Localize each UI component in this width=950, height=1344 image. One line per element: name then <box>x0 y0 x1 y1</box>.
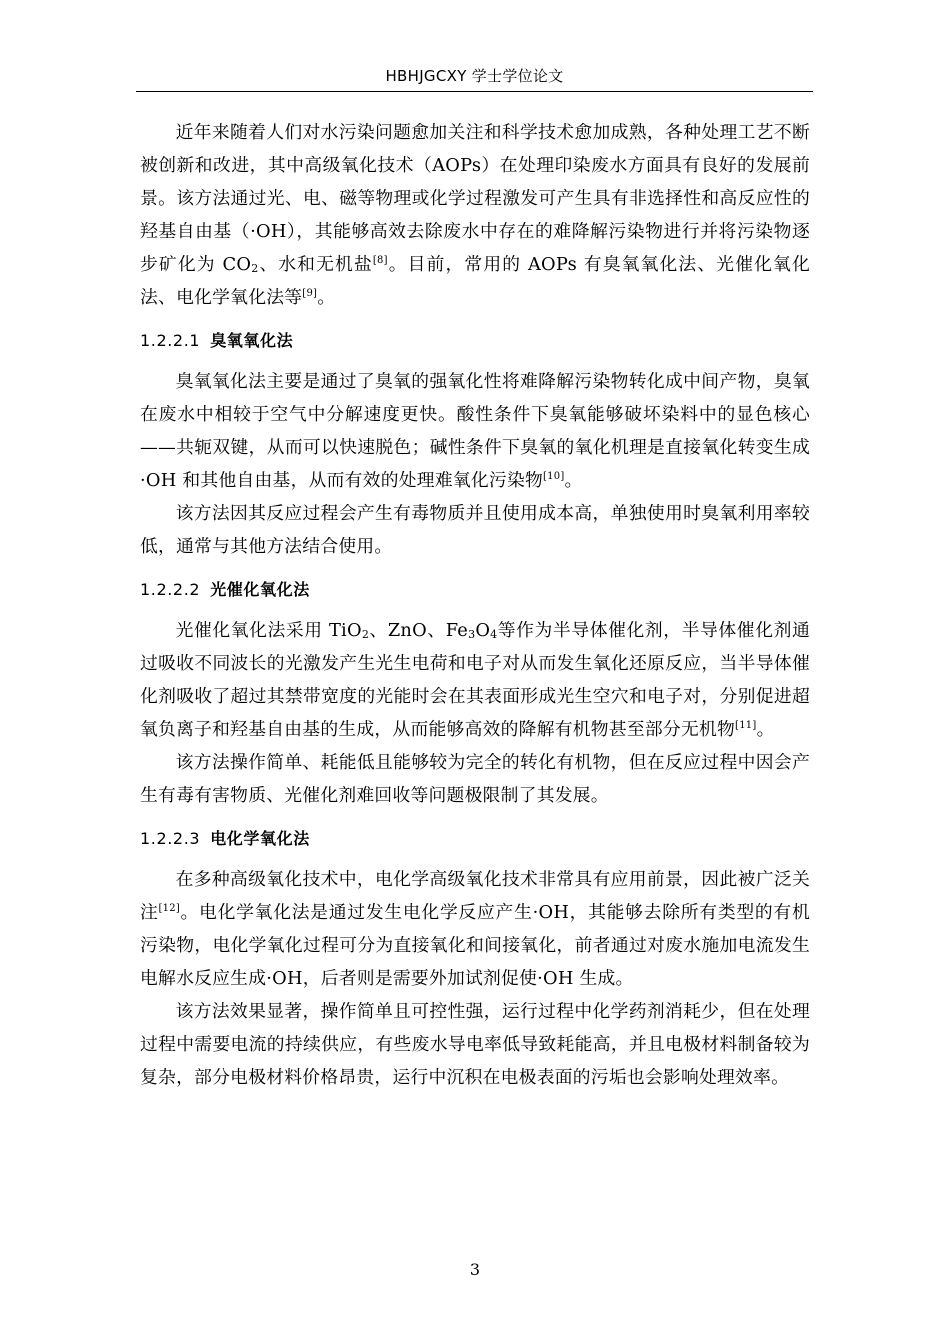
page-number: 3 <box>469 1260 481 1279</box>
subscript: 3 <box>468 628 476 641</box>
citation-ref: [8] <box>372 255 388 266</box>
citation-ref: [12] <box>158 903 181 914</box>
section-heading-electrochemical <box>140 824 810 854</box>
ozone-paragraph-2: 该方法因其反应过程会产生有毒物质并且使用成本高，单独使用时臭氧利用率较低，通常与其他方法结合使用。 <box>140 503 810 557</box>
section-heading-photocatalysis <box>140 575 810 605</box>
section-number: 1.2.2.2 <box>140 580 201 599</box>
page-body <box>140 116 810 1094</box>
header-rule <box>136 91 813 92</box>
section-heading-ozone <box>140 326 810 356</box>
section-title: 电化学氧化法 <box>210 829 310 848</box>
subscript: 4 <box>490 628 498 641</box>
section-number: 1.2.2.1 <box>140 331 201 350</box>
electrochemical-paragraph-1: 在多种高级氧化技术中，电化学高级氧化技术非常具有应用前景，因此被广泛关注[12]。电化学氧化法是通过发生电化学反应产生·OH，其能够去除所有类型的有机污染物，电化学氧化过程可分为直接氧化和间接氧化，前者通过对废水施加电流发生电解水反应生成·OH，后者则是需要外加试剂促使·OH 生成。 <box>140 869 810 989</box>
section-title: 光催化氧化法 <box>210 580 310 599</box>
citation-ref: [9] <box>302 288 318 299</box>
header-title: HBHJGCXY 学士学位论文 <box>385 67 564 85</box>
section-title: 臭氧氧化法 <box>210 331 294 350</box>
photocatalysis-paragraph-2: 该方法操作简单、耗能低且能够较为完全的转化有机物，但在反应过程中因会产生有毒有害物质、光催化剂难回收等问题极限制了其发展。 <box>140 752 810 806</box>
electrochemical-paragraph-2: 该方法效果显著，操作简单且可控性强，运行过程中化学药剂消耗少，但在处理过程中需要电流的持续供应，有些废水导电率低导致耗能高，并且电极材料制备较为复杂，部分电极材料价格昂贵，运行中沉积在电极表面的污垢也会影响处理效率。 <box>140 1001 810 1088</box>
citation-ref: [11] <box>735 720 757 731</box>
subscript: 2 <box>361 628 370 641</box>
page-header <box>136 66 813 86</box>
photocatalysis-paragraph-1: 光催化氧化法采用 TiO$_2$、ZnO、$Fe_3O_4$等作为半导体催化剂，半导体催化剂通过吸收不同波长的光激发产生光生电荷和电子对从而发生氧化还原反应，当半导体催化剂吸收了超过其禁带宽度的光能时会在其表面形成光生空穴和电子对，分别促进超氧负离子和羟基自由基的生成，从而能够高效的降解有机物甚至部分无机物[11]。 <box>140 620 810 740</box>
citation-ref: [10] <box>543 471 565 482</box>
intro-paragraph: 近年来随着人们对水污染问题愈加关注和科学技术愈加成熟，各种处理工艺不断被创新和改进，其中高级氧化技术（AOPs）在处理印染废水方面具有良好的发展前景。该方法通过光、电、磁等物理或化学过程激发可产生具有非选择性和高反应性的羟基自由基（·OH），其能够高效去除废水中存在的难降解污染物进行并将污染物逐步矿化为 $CO_2$、水和无机盐[8]。目前，常用的 AOPs 有臭氧氧化法、光催化氧化法、电化学氧化法等[9]。 <box>140 122 810 308</box>
ozone-paragraph-1: 臭氧氧化法主要是通过了臭氧的强氧化性将难降解污染物转化成中间产物，臭氧在废水中相较于空气中分解速度更快。酸性条件下臭氧能够破坏染料中的显色核心——共轭双键，从而可以快速脱色；碱性条件下臭氧的氧化机理是直接氧化转变生成·OH 和其他自由基，从而有效的处理难氧化污染物[10]。 <box>140 371 810 491</box>
subscript: 2 <box>251 262 259 275</box>
section-number: 1.2.2.3 <box>140 829 201 848</box>
